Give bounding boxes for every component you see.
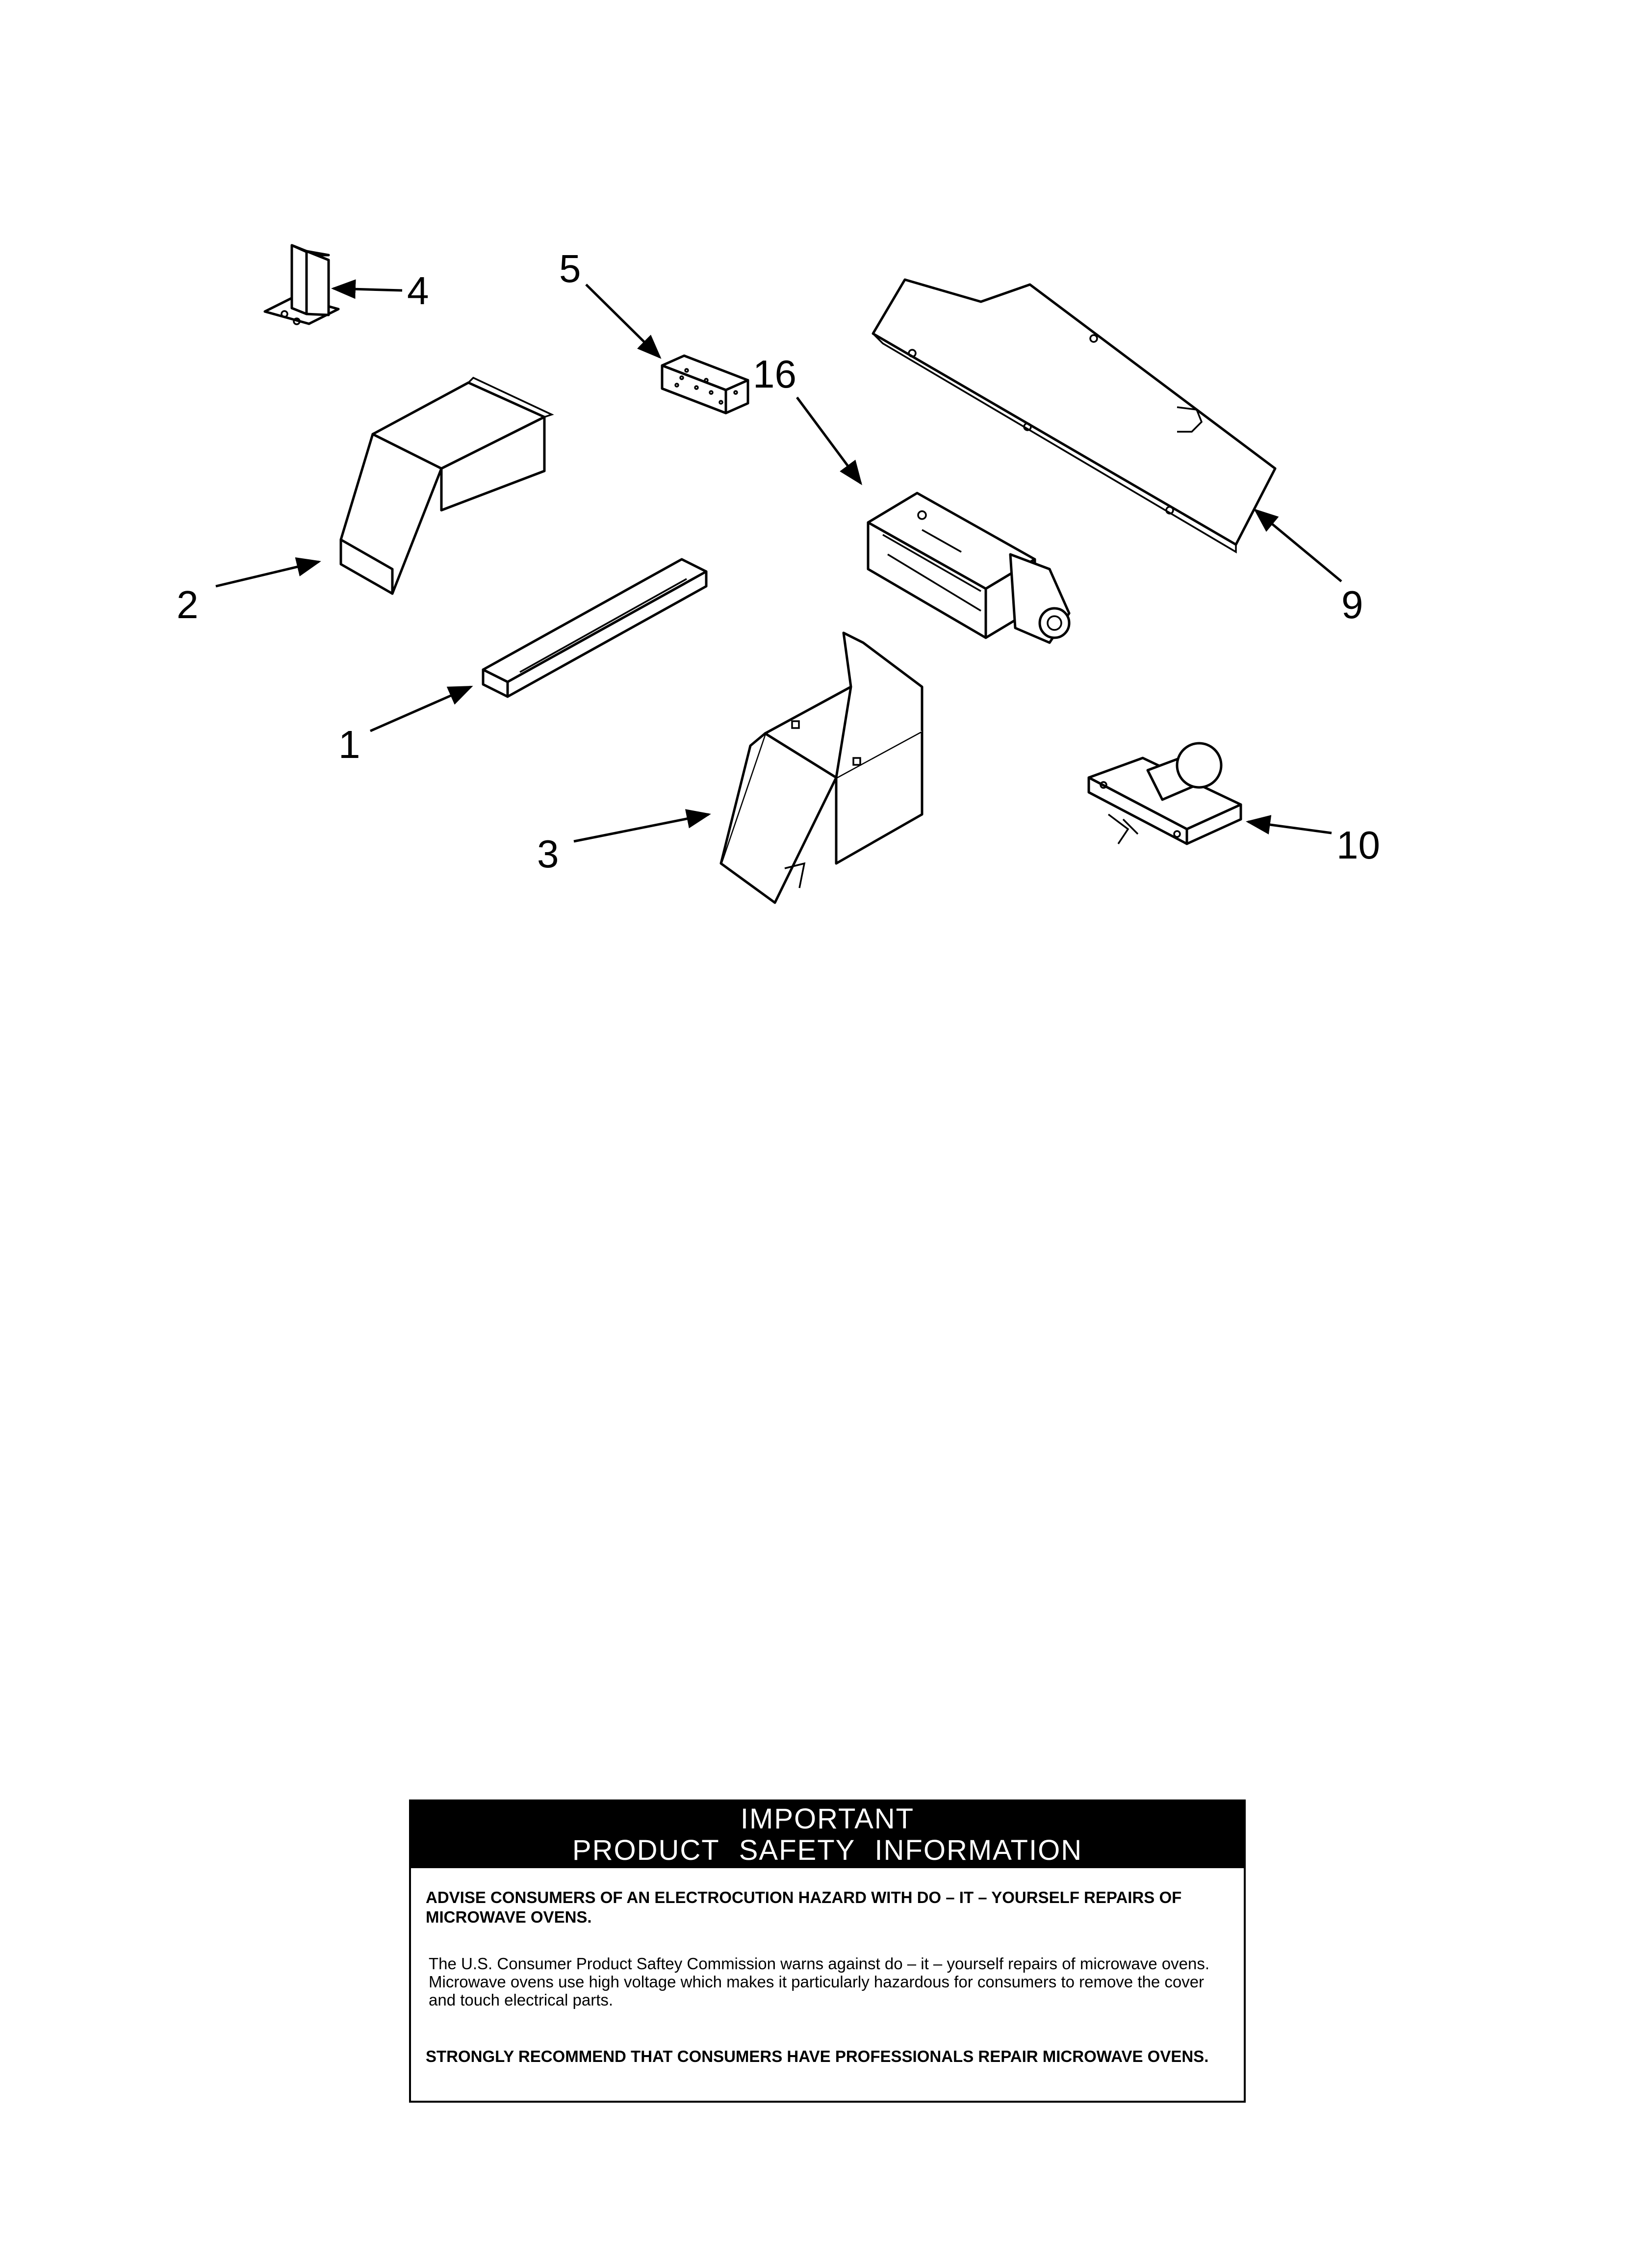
part-10-switch-assembly [1089, 743, 1241, 844]
product-safety-box [409, 1799, 1246, 2103]
leader-5 [586, 285, 660, 357]
part-4-bracket [265, 245, 338, 324]
callout-5: 5 [559, 247, 581, 290]
callout-9: 9 [1341, 583, 1363, 626]
callout-10: 10 [1336, 823, 1380, 867]
callout-16: 16 [753, 352, 796, 396]
callout-3: 3 [537, 832, 559, 876]
callout-1: 1 [338, 723, 360, 766]
safety-advise-text: ADVISE CONSUMERS OF AN ELECTROCUTION HAZARD WITH DO – IT – YOURSELF REPAIRS OF MICROWAVE OVENS. [426, 1888, 1182, 1926]
part-2-duct [341, 378, 552, 594]
safety-title-line1: IMPORTANT [740, 1803, 915, 1835]
safety-header [411, 1801, 1244, 1868]
part-5-block [662, 356, 748, 413]
exploded-parts-diagram [0, 0, 1642, 981]
safety-body-text: The U.S. Consumer Product Saftey Commission warns against do – it – yourself repairs of microwave ovens. Microwave ovens use high voltage which makes it particularly hazardous for consumers to remove the cover and touch electrical parts. [429, 1955, 1209, 2009]
leader-9 [1256, 510, 1341, 581]
leader-3 [574, 814, 709, 841]
safety-recommend-text: STRONGLY RECOMMEND THAT CONSUMERS HAVE PROFESSIONALS REPAIR MICROWAVE OVENS. [426, 2047, 1209, 2065]
part-1-channel [483, 559, 706, 697]
leader-16 [797, 397, 861, 483]
leader-4 [334, 288, 402, 290]
leader-10 [1248, 822, 1332, 833]
safety-title-line2: PRODUCT SAFETY INFORMATION [572, 1834, 1083, 1866]
part-16-motor-assembly [868, 493, 1069, 643]
part-3-shield [721, 633, 922, 903]
callout-4: 4 [407, 269, 429, 313]
leader-1 [370, 687, 471, 731]
callout-2: 2 [177, 583, 199, 626]
leader-2 [216, 562, 319, 586]
